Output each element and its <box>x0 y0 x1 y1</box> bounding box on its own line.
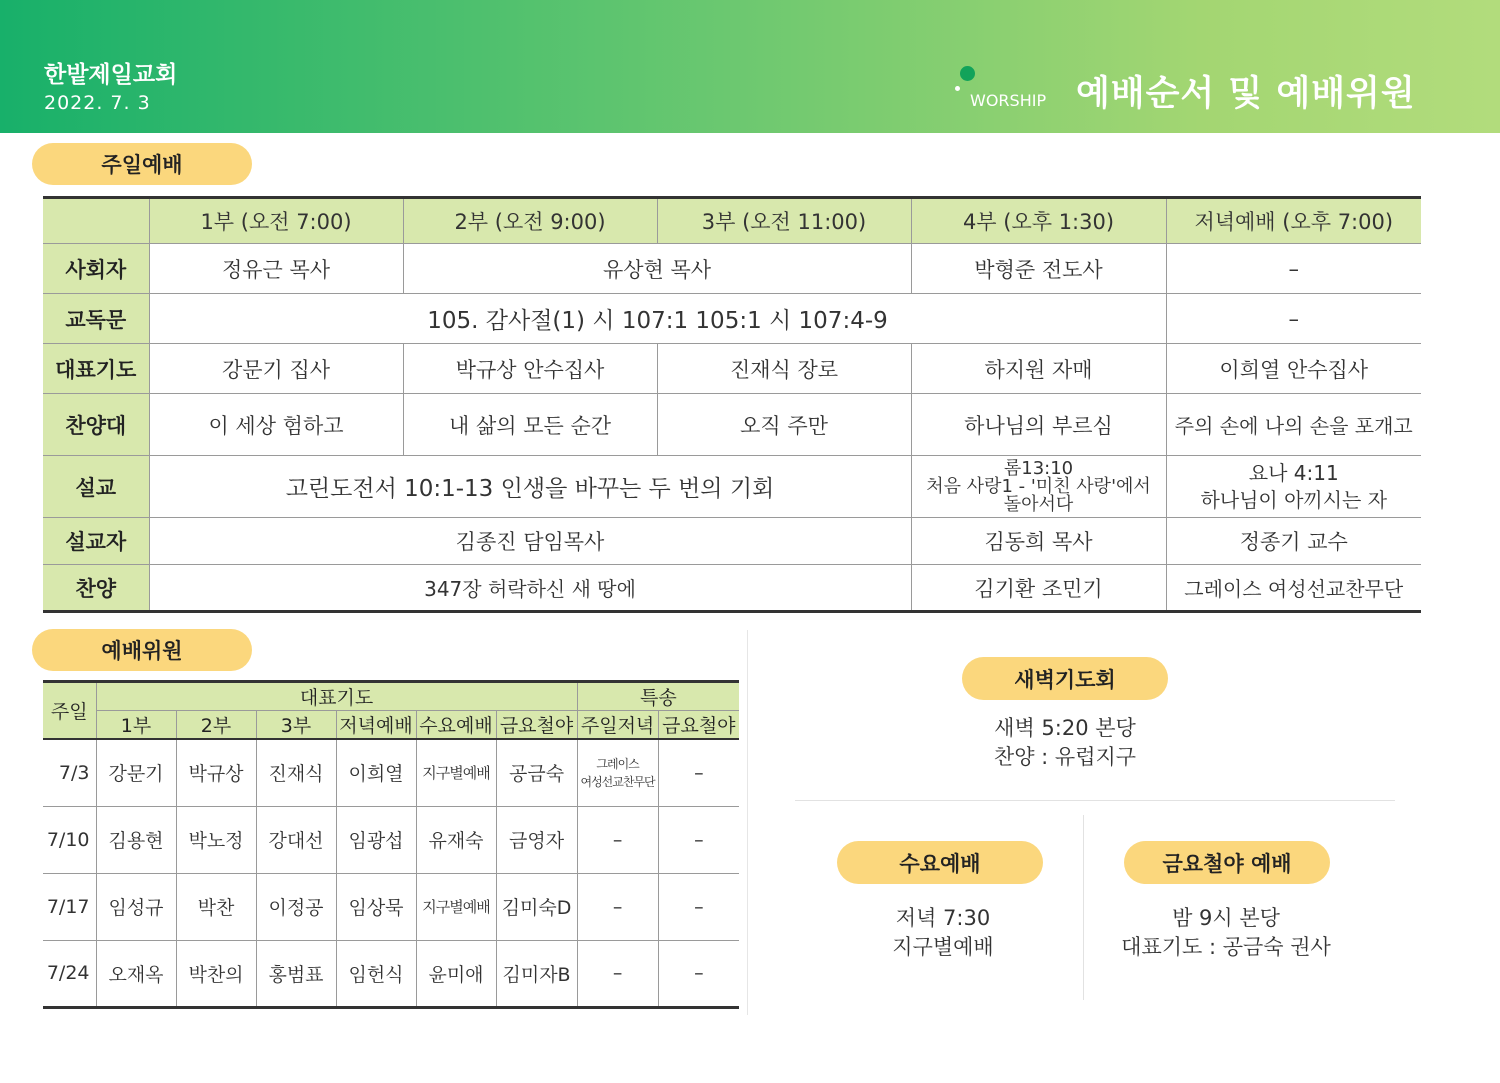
sunday-worship-table <box>43 196 1421 613</box>
table-cell: 홍범표 <box>256 940 336 1007</box>
column-header: 대표기도 <box>96 682 577 711</box>
table-cell: 지구별예배 <box>416 739 496 806</box>
table-cell: 진재식 장로 <box>657 344 911 394</box>
table-cell: 김미자B <box>496 940 577 1007</box>
table-cell: 김동희 목사 <box>911 518 1166 565</box>
vertical-divider <box>747 630 748 1015</box>
date-cell: 7/10 <box>43 806 96 873</box>
table-cell: 347장 허락하신 새 땅에 <box>149 565 911 612</box>
column-header: 3부 (오전 11:00) <box>657 198 911 244</box>
friday-vigil-info <box>1076 904 1376 962</box>
header-banner <box>0 0 1500 133</box>
church-name: 한밭제일교회 <box>44 62 178 88</box>
info-line: 대표기도 : 공금숙 권사 <box>1121 935 1331 959</box>
dot-icon <box>960 66 975 81</box>
table-cell: 오직 주만 <box>657 394 911 456</box>
table-cell: 공금숙 <box>496 739 577 806</box>
table-cell: 박규상 <box>176 739 256 806</box>
table-cell: 주의 손에 나의 손을 포개고 <box>1166 394 1421 456</box>
table-header-row <box>43 682 739 711</box>
info-line: 밤 9시 본당 <box>1172 906 1280 930</box>
committee-table <box>43 680 739 1009</box>
table-cell: 임헌식 <box>336 940 416 1007</box>
table-cell: 강문기 <box>96 739 176 806</box>
table-cell: 김미숙D <box>496 873 577 940</box>
column-header: 저녁예배 (오후 7:00) <box>1166 198 1421 244</box>
column-header: 1부 <box>96 711 176 740</box>
info-line: 찬양 : 유럽지구 <box>993 745 1137 769</box>
table-cell: 유상현 목사 <box>403 244 911 294</box>
table-row <box>43 244 1421 294</box>
row-label: 대표기도 <box>43 344 149 394</box>
table-cell: 임성규 <box>96 873 176 940</box>
table-cell: – <box>577 873 658 940</box>
date-cell: 7/24 <box>43 940 96 1007</box>
table-cell: 임상묵 <box>336 873 416 940</box>
dawn-prayer-label: 새벽기도회 <box>962 657 1168 700</box>
table-row <box>43 739 739 806</box>
column-header: 금요철야 <box>496 711 577 740</box>
table-cell: 이희열 <box>336 739 416 806</box>
cell-line: 돌아서다 <box>1003 493 1074 515</box>
info-line: 저녁 7:30 <box>895 906 991 930</box>
table-cell: 박규상 안수집사 <box>403 344 657 394</box>
table-row <box>43 873 739 940</box>
table-cell: – <box>577 940 658 1007</box>
cell-line: 요나 4:11 <box>1248 460 1339 485</box>
column-header: 2부 (오전 9:00) <box>403 198 657 244</box>
column-header: 2부 <box>176 711 256 740</box>
wednesday-worship-label: 수요예배 <box>837 841 1043 884</box>
friday-vigil-label: 금요철야 예배 <box>1124 841 1330 884</box>
table-cell: 하지원 자매 <box>911 344 1166 394</box>
table-row <box>43 394 1421 456</box>
table-cell: – <box>658 940 739 1007</box>
sunday-worship-label: 주일예배 <box>32 143 252 185</box>
row-label: 찬양대 <box>43 394 149 456</box>
table-cell: 지구별예배 <box>416 873 496 940</box>
horizontal-divider <box>795 800 1395 801</box>
table-cell: – <box>658 806 739 873</box>
column-header: 3부 <box>256 711 336 740</box>
table-header-row <box>43 198 1421 244</box>
table-cell: – <box>658 873 739 940</box>
table-cell: 유재숙 <box>416 806 496 873</box>
row-label: 교독문 <box>43 294 149 344</box>
cell-line: 그레이스 <box>596 756 639 771</box>
table-cell: 박찬의 <box>176 940 256 1007</box>
column-header: 1부 (오전 7:00) <box>149 198 403 244</box>
table-cell: 내 삶의 모든 순간 <box>403 394 657 456</box>
table-cell: 그레이스 여성선교찬무단 <box>1166 565 1421 612</box>
table-cell: 오재옥 <box>96 940 176 1007</box>
wednesday-worship-info <box>793 904 1093 962</box>
table-cell: – <box>658 739 739 806</box>
table-cell: 박노정 <box>176 806 256 873</box>
row-label: 사회자 <box>43 244 149 294</box>
column-header: 주일 <box>43 682 96 740</box>
corner-cell <box>43 198 149 244</box>
table-cell <box>577 739 658 806</box>
table-row <box>43 294 1421 344</box>
info-line: 새벽 5:20 본당 <box>994 716 1136 740</box>
cell-line: 여성선교찬무단 <box>580 774 655 789</box>
table-cell: 금영자 <box>496 806 577 873</box>
table-cell: 윤미애 <box>416 940 496 1007</box>
table-cell: 진재식 <box>256 739 336 806</box>
table-cell: 이 세상 험하고 <box>149 394 403 456</box>
table-header-row <box>43 711 739 740</box>
row-label: 설교자 <box>43 518 149 565</box>
table-cell: 박찬 <box>176 873 256 940</box>
table-row <box>43 940 739 1007</box>
table-cell: 105. 감사절(1) 시 107:1 105:1 시 107:4-9 <box>149 294 1166 344</box>
table-cell: 박형준 전도사 <box>911 244 1166 294</box>
table-cell: 김종진 담임목사 <box>149 518 911 565</box>
row-label: 설교 <box>43 456 149 518</box>
date-cell: 7/3 <box>43 739 96 806</box>
table-cell: 이희열 안수집사 <box>1166 344 1421 394</box>
table-cell: 강문기 집사 <box>149 344 403 394</box>
column-header: 4부 (오후 1:30) <box>911 198 1166 244</box>
cell-line: 하나님이 아끼시는 자 <box>1200 487 1388 512</box>
row-label: 찬양 <box>43 565 149 612</box>
table-cell: 정종기 교수 <box>1166 518 1421 565</box>
column-header: 저녁예배 <box>336 711 416 740</box>
dawn-prayer-info <box>915 714 1215 772</box>
table-cell: 강대선 <box>256 806 336 873</box>
date-cell: 7/17 <box>43 873 96 940</box>
table-cell: 임광섭 <box>336 806 416 873</box>
column-header: 금요철야 <box>658 711 739 740</box>
table-row <box>43 344 1421 394</box>
table-cell: 김용현 <box>96 806 176 873</box>
table-row <box>43 806 739 873</box>
table-cell: 고린도전서 10:1-13 인생을 바꾸는 두 번의 기회 <box>149 456 911 518</box>
table-row <box>43 456 1421 518</box>
info-line: 지구별예배 <box>892 935 994 959</box>
cell-line: 롬13:10 <box>1003 457 1074 479</box>
table-cell <box>1166 456 1421 518</box>
page-title: 예배순서 및 예배위원 <box>1076 74 1416 114</box>
table-cell: 이정공 <box>256 873 336 940</box>
bulletin-date: 2022. 7. 3 <box>44 92 151 114</box>
small-dot-icon <box>955 86 960 91</box>
column-header: 특송 <box>577 682 739 711</box>
column-header: 주일저녁 <box>577 711 658 740</box>
table-cell: 김기환 조민기 <box>911 565 1166 612</box>
worship-tag: WORSHIP <box>970 91 1047 110</box>
table-cell: 하나님의 부르심 <box>911 394 1166 456</box>
table-cell <box>911 456 1166 518</box>
table-cell: – <box>577 806 658 873</box>
table-cell: – <box>1166 244 1421 294</box>
column-header: 수요예배 <box>416 711 496 740</box>
table-row <box>43 565 1421 612</box>
cell-line: 처음 사랑1 - '미친 사랑'에서 <box>926 475 1151 497</box>
table-cell: – <box>1166 294 1421 344</box>
committee-label: 예배위원 <box>32 629 252 671</box>
table-row <box>43 518 1421 565</box>
table-cell: 정유근 목사 <box>149 244 403 294</box>
